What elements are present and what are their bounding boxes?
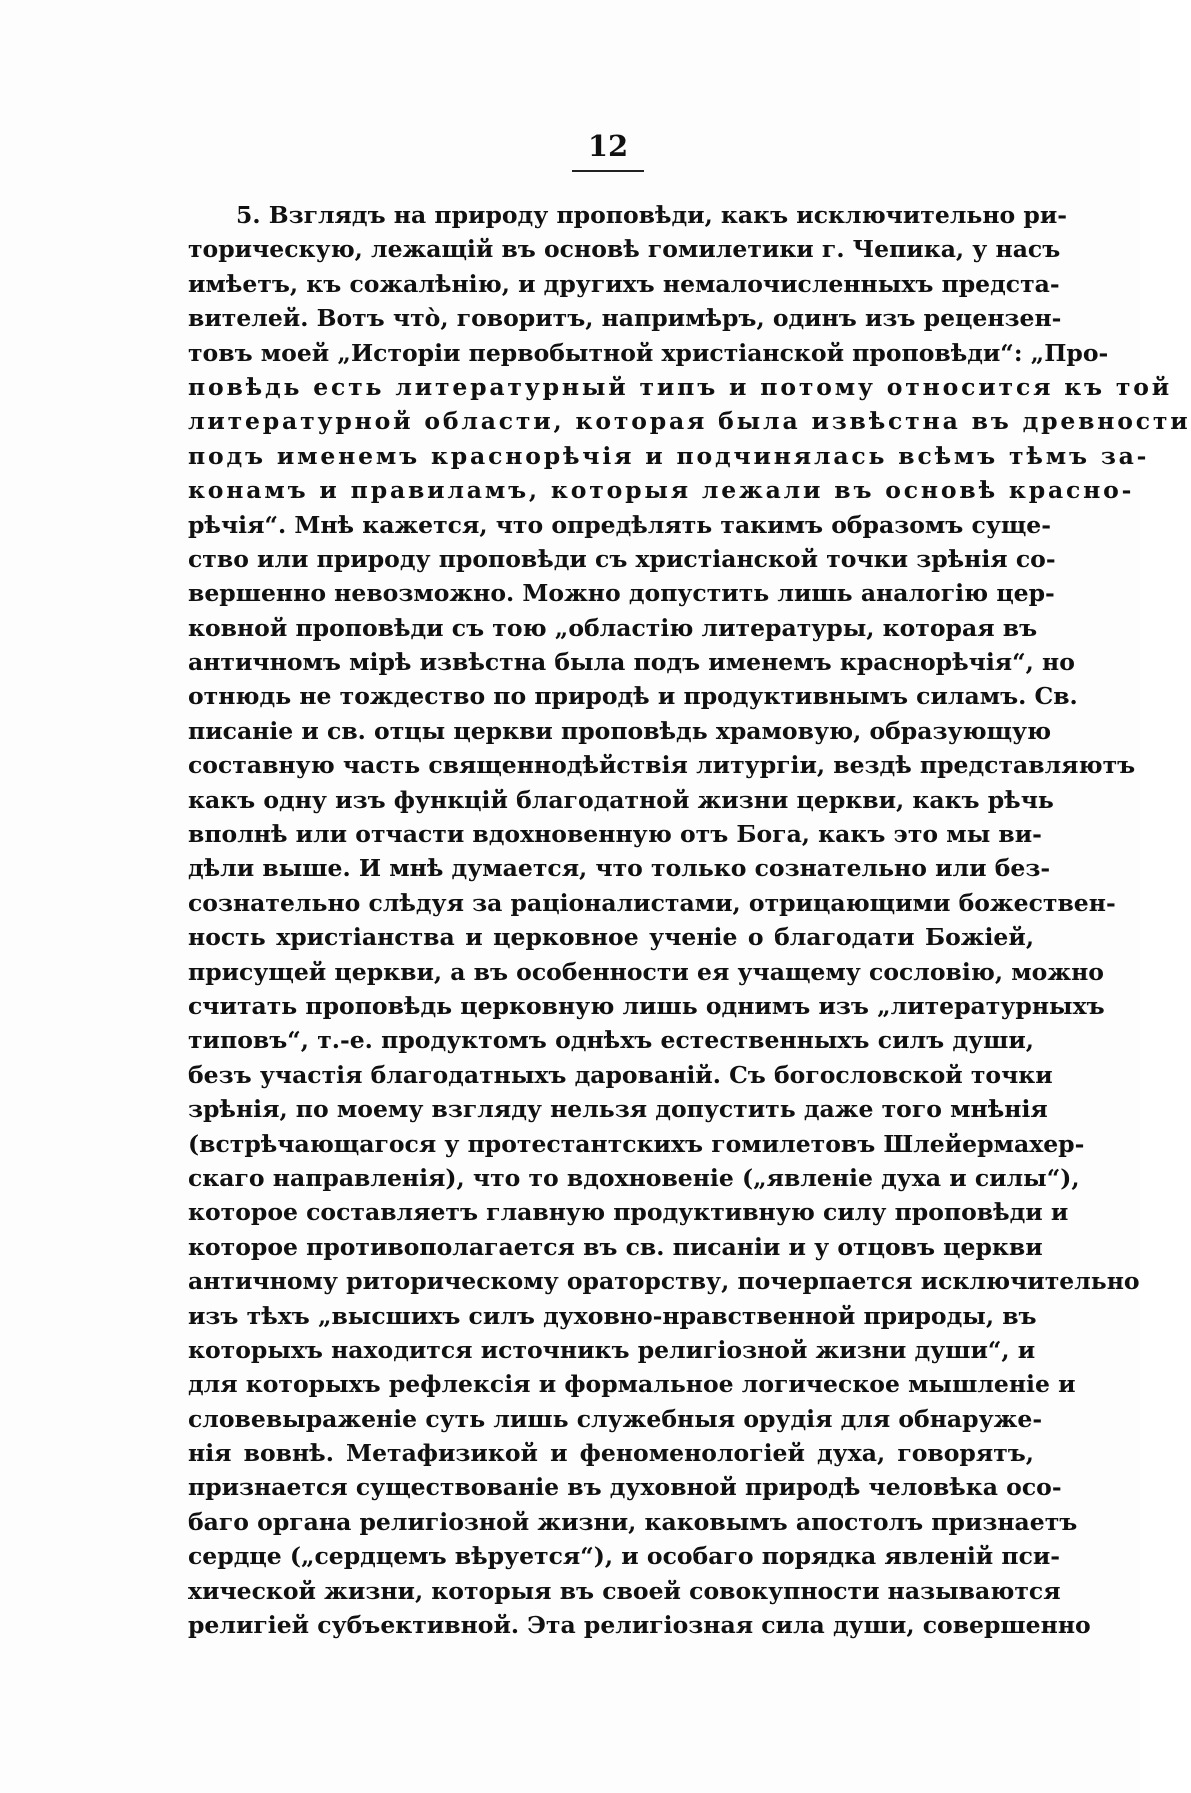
text-line: отнюдь не тождество по природѣ и продуктивнымъ силамъ. Св. bbox=[188, 682, 1078, 711]
text-line: подъ именемъ краснорѣчія и подчинялась всѣмъ тѣмъ за- bbox=[188, 441, 1150, 470]
text-line: 5. Взглядъ на природу проповѣди, какъ исключительно ри- bbox=[236, 201, 1068, 229]
text-line: изъ тѣхъ „высшихъ силъ духовно-нравственной природы, въ bbox=[188, 1301, 1037, 1330]
text-line: которое противополагается въ св. писаніи и у отцовъ церкви bbox=[188, 1232, 1043, 1261]
text-line: конамъ и правиламъ, которыя лежали въ основѣ красно- bbox=[188, 476, 1135, 505]
text-line: присущей церкви, а въ особенности ея учащему сословію, можно bbox=[188, 957, 1104, 986]
text-line: торическую, лежащій въ основѣ гомилетики г. Чепика, у насъ bbox=[188, 235, 1061, 264]
text-line: зрѣнія, по моему взгляду нельзя допустить даже того мнѣнія bbox=[188, 1095, 1048, 1124]
text-line: рѣчія“. Мнѣ кажется, что опредѣлять такимъ образомъ суще- bbox=[188, 510, 1051, 539]
body-text bbox=[188, 198, 1191, 1642]
text-line: сердце („сердцемъ вѣруется“), и особаго порядка явленій пси- bbox=[188, 1542, 1061, 1571]
text-line: имѣетъ, къ сожалѣнію, и другихъ немалочисленныхъ предста- bbox=[188, 269, 1060, 298]
page-number-rule bbox=[572, 170, 644, 172]
text-line: словевыраженіе суть лишь служебныя орудія для обнаруже- bbox=[188, 1404, 1043, 1433]
text-line: признается существованіе въ духовной природѣ человѣка осо- bbox=[188, 1473, 1062, 1502]
text-line: считать проповѣдь церковную лишь однимъ изъ „литературныхъ bbox=[188, 991, 1105, 1020]
page-number: 12 bbox=[587, 129, 629, 163]
text-line: дѣли выше. И мнѣ думается, что только сознательно или без- bbox=[188, 854, 1051, 883]
text-line: которыхъ находится источникъ религіозной жизни души“, и bbox=[188, 1335, 1036, 1364]
text-line: сознательно слѣдуя за раціоналистами, отрицающими божествен- bbox=[188, 888, 1116, 917]
text-line: вполнѣ или отчасти вдохновенную отъ Бога, какъ это мы ви- bbox=[188, 820, 1042, 849]
text-line: составную часть священнодѣйствія литургіи, вездѣ представляютъ bbox=[188, 751, 1136, 780]
text-line: вершенно невозможно. Можно допустить лишь аналогію цер- bbox=[188, 579, 1055, 608]
text-line: ковной проповѣди съ тою „областію литературы, которая въ bbox=[188, 613, 1038, 642]
text-line: ство или природу проповѣди съ христіанской точки зрѣнія со- bbox=[188, 544, 1056, 573]
text-line: баго органа религіозной жизни, каковымъ апостолъ признаетъ bbox=[188, 1507, 1078, 1536]
text-line: хической жизни, которыя въ своей совокупности называются bbox=[188, 1576, 1061, 1605]
text-line: античному риторическому ораторству, почерпается исключительно bbox=[188, 1267, 1140, 1296]
text-line: скаго направленія), что то вдохновеніе („явленіе духа и силы“), bbox=[188, 1163, 1080, 1192]
text-line: литературной области, которая была извѣстна въ древности bbox=[188, 407, 1191, 436]
text-line: писаніе и св. отцы церкви проповѣдь храмовую, образующую bbox=[188, 716, 1052, 745]
text-line: религіей субъективной. Эта религіозная сила души, совершенно bbox=[188, 1611, 1091, 1640]
text-line: ность христіанства и церковное ученіе о благодати Божіей, bbox=[188, 923, 1034, 952]
text-line: вителей. Вотъ что̀, говоритъ, напримѣръ, одинъ изъ рецензен- bbox=[188, 304, 1062, 333]
text-line: античномъ мірѣ извѣстна была подъ именемъ краснорѣчія“, но bbox=[188, 648, 1075, 677]
text-line: товъ моей „Исторіи первобытной христіанской проповѣди“: „Про- bbox=[188, 338, 1109, 367]
text-line: которое составляетъ главную продуктивную силу проповѣди и bbox=[188, 1198, 1069, 1227]
text-line: какъ одну изъ функцій благодатной жизни церкви, какъ рѣчь bbox=[188, 785, 1054, 814]
text-line: повѣдь есть литературный типъ и потому относится къ той bbox=[188, 372, 1173, 401]
text-line: для которыхъ рефлексія и формальное логическое мышленіе и bbox=[188, 1370, 1076, 1399]
text-line: нія вовнѣ. Метафизикой и феноменологіей духа, говорятъ, bbox=[188, 1439, 1034, 1468]
text-line: (встрѣчающагося у протестантскихъ гомилетовъ Шлейермахер- bbox=[188, 1129, 1085, 1158]
text-line: безъ участія благодатныхъ дарованій. Съ богословской точки bbox=[188, 1060, 1053, 1089]
text-line: типовъ“, т.-е. продуктомъ однѣхъ естественныхъ силъ души, bbox=[188, 1026, 1034, 1055]
